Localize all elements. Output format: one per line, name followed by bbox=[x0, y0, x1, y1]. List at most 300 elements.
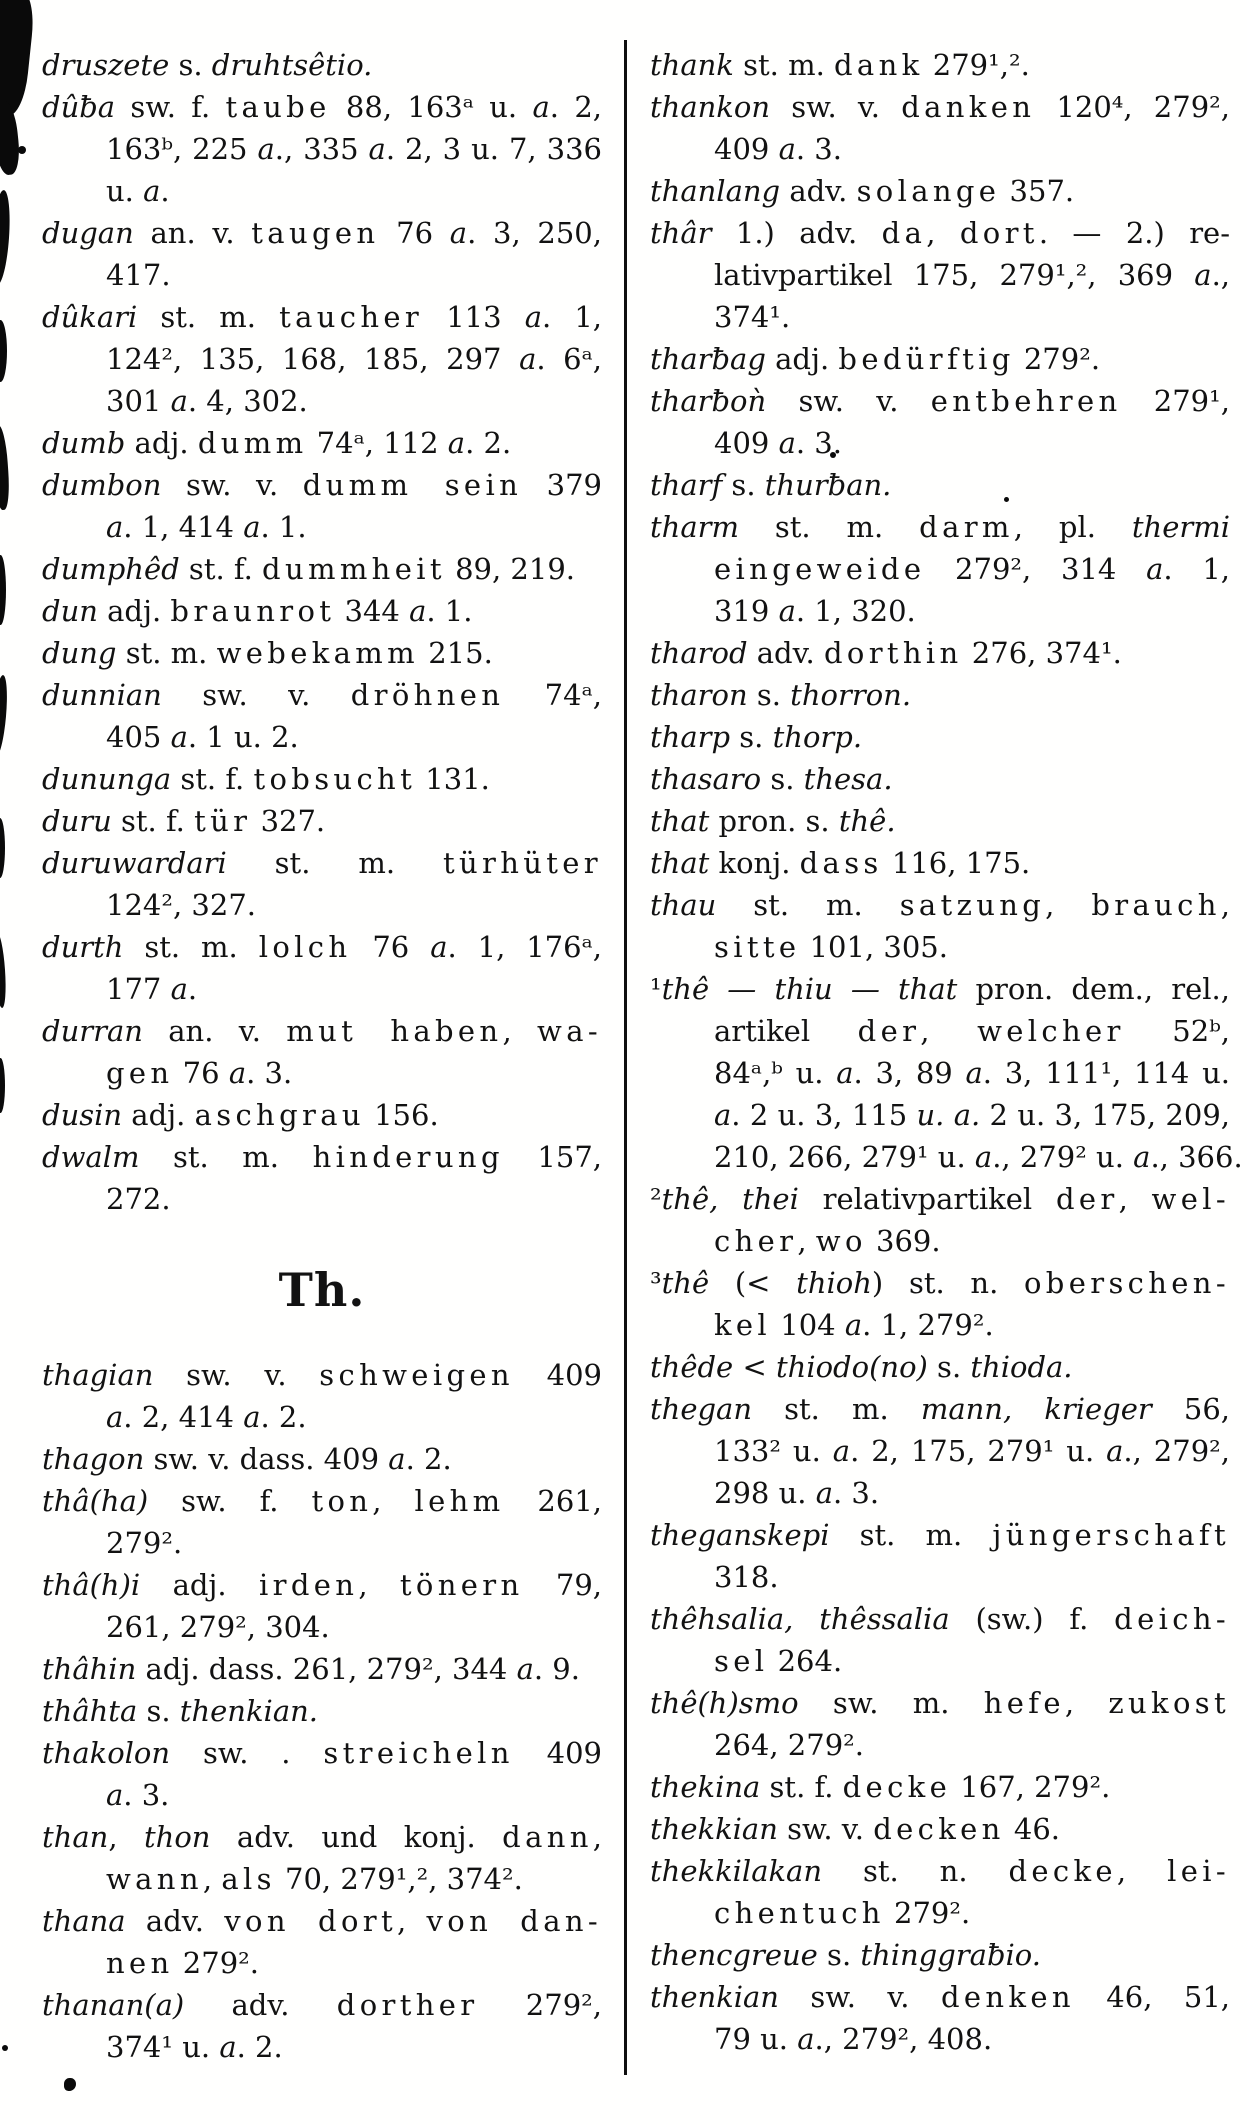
spaced-gloss-text: entbehren bbox=[930, 384, 1122, 418]
italic-text: thê — thiu — that bbox=[661, 972, 958, 1006]
plain-text: 167, 279². bbox=[951, 1770, 1111, 1804]
plain-text: ³ bbox=[650, 1266, 662, 1300]
plain-text: . 2. bbox=[260, 1400, 307, 1434]
italic-text: thê. bbox=[838, 804, 896, 838]
italic-text: thê bbox=[661, 1266, 710, 1300]
plain-text: , bbox=[108, 1820, 144, 1854]
plain-text: pron. dem., rel., bbox=[957, 972, 1230, 1006]
italic-text: a bbox=[974, 1140, 993, 1174]
italic-text: a bbox=[219, 2030, 237, 2064]
plain-text: . — 2.) re- bbox=[1038, 216, 1231, 250]
entry-line bbox=[42, 800, 602, 842]
italic-text: a bbox=[778, 594, 796, 628]
italic-text: dumphêd bbox=[42, 552, 180, 586]
plain-text: ) st. n. bbox=[871, 1266, 1024, 1300]
spaced-gloss-text: decken bbox=[873, 1812, 1005, 1846]
plain-text: , bbox=[797, 1224, 816, 1258]
printers-dot-artifact bbox=[64, 2078, 76, 2091]
italic-text: thakolon bbox=[42, 1736, 171, 1770]
entry-line bbox=[42, 1858, 602, 1900]
plain-text: . 2, 3 u. 7, 336 bbox=[385, 132, 602, 166]
plain-text: ¹ bbox=[650, 972, 662, 1006]
spaced-gloss-text: chentuch bbox=[714, 1896, 885, 1930]
scan-artifact bbox=[2, 2045, 8, 2051]
italic-text: a bbox=[1133, 1140, 1151, 1174]
italic-text: a bbox=[388, 1442, 406, 1476]
italic-text: dumbon bbox=[42, 468, 162, 502]
entry-line bbox=[650, 590, 1230, 632]
spaced-gloss-text: danken bbox=[901, 90, 1036, 124]
italic-text: a bbox=[797, 2022, 815, 2056]
entry-line bbox=[650, 1052, 1230, 1094]
italic-text: thorp. bbox=[772, 720, 863, 754]
plain-text: . 2 u. 3, 115 bbox=[731, 1098, 917, 1132]
plain-text: ., 366. bbox=[1150, 1140, 1243, 1174]
plain-text: s. bbox=[169, 48, 212, 82]
entry-line bbox=[42, 1690, 602, 1732]
spaced-gloss-text: ton bbox=[311, 1484, 373, 1518]
italic-text: dumb bbox=[42, 426, 126, 460]
italic-text: thêde bbox=[650, 1350, 734, 1384]
entry-line bbox=[42, 548, 602, 590]
spaced-gloss-text: decke bbox=[1008, 1854, 1117, 1888]
plain-text: . 3. bbox=[795, 132, 842, 166]
italic-text: theganskepi bbox=[650, 1518, 830, 1552]
entry-line bbox=[650, 1388, 1230, 1430]
plain-text: 279². bbox=[173, 1946, 259, 1980]
italic-text: thau bbox=[650, 888, 717, 922]
plain-text: 76 bbox=[351, 930, 431, 964]
spaced-gloss-text: wa- bbox=[537, 1014, 602, 1048]
plain-text: 210, 266, 279¹ u. bbox=[714, 1140, 975, 1174]
spaced-gloss-text: dummheit bbox=[262, 552, 446, 586]
plain-text: adv. bbox=[125, 1904, 225, 1938]
plain-text: sw. v. bbox=[770, 90, 902, 124]
plain-text: st. m. bbox=[139, 1140, 313, 1174]
plain-text: 56, bbox=[1151, 1392, 1230, 1426]
plain-text: . 2. bbox=[405, 1442, 452, 1476]
plain-text: an. v. bbox=[133, 216, 252, 250]
entry-line bbox=[650, 464, 1230, 506]
plain-text: 104 bbox=[771, 1308, 845, 1342]
plain-text: st. m. bbox=[733, 48, 835, 82]
italic-text: tharm bbox=[650, 510, 739, 544]
italic-text: tharon bbox=[650, 678, 748, 712]
scan-artifact bbox=[0, 675, 10, 758]
plain-text: . 3. bbox=[123, 1778, 170, 1812]
italic-text: a bbox=[257, 132, 275, 166]
plain-text: adv. und konj. bbox=[210, 1820, 503, 1854]
plain-text: 344 bbox=[335, 594, 410, 628]
plain-text: . 3. bbox=[795, 426, 842, 460]
plain-text: s. bbox=[817, 1938, 861, 1972]
entry-line bbox=[42, 926, 602, 968]
entry-line bbox=[42, 170, 602, 212]
plain-text: adj. bbox=[765, 342, 839, 376]
entry-line bbox=[42, 1094, 602, 1136]
entry-line bbox=[650, 716, 1230, 758]
plain-text: 276, 374¹. bbox=[962, 636, 1122, 670]
entry-line bbox=[650, 1514, 1230, 1556]
scan-artifact bbox=[0, 320, 7, 382]
plain-text: st. m. bbox=[116, 636, 217, 670]
plain-text: adj. dass. 261, 279², 344 bbox=[136, 1652, 517, 1686]
plain-text: s. bbox=[747, 678, 791, 712]
plain-text: st. f. bbox=[760, 1770, 843, 1804]
spaced-gloss-text: eingeweide bbox=[714, 552, 926, 586]
entry-line bbox=[42, 1984, 602, 2026]
italic-text: a bbox=[170, 384, 188, 418]
italic-text: a bbox=[965, 1056, 983, 1090]
spaced-gloss-text: darm bbox=[919, 510, 1014, 544]
plain-text: . 3, 89 bbox=[853, 1056, 966, 1090]
plain-text: . 1. bbox=[260, 510, 307, 544]
italic-text: dunnian bbox=[42, 678, 162, 712]
plain-text: relativpartikel bbox=[798, 1182, 1056, 1216]
entry-line bbox=[650, 1178, 1230, 1220]
spaced-gloss-text: tönern bbox=[399, 1568, 524, 1602]
italic-text: thanlang bbox=[650, 174, 781, 208]
plain-text: 409 bbox=[714, 132, 779, 166]
plain-text: konj. bbox=[709, 846, 800, 880]
italic-text: a bbox=[778, 426, 796, 460]
plain-text: , bbox=[502, 1014, 538, 1048]
entry-line bbox=[650, 1724, 1230, 1766]
entry-line bbox=[42, 842, 602, 884]
italic-text: a bbox=[524, 300, 542, 334]
plain-text: 301 bbox=[106, 384, 171, 418]
entry-line bbox=[42, 1774, 602, 1816]
plain-text: 84ᵃ,ᵇ u. bbox=[714, 1056, 837, 1090]
entry-line bbox=[42, 212, 602, 254]
entry-line bbox=[650, 1304, 1230, 1346]
entry-line bbox=[42, 296, 602, 338]
italic-text: a bbox=[844, 1308, 863, 1342]
italic-text: mann, krieger bbox=[920, 1392, 1152, 1426]
entry-line bbox=[650, 548, 1230, 590]
italic-text: than bbox=[42, 1820, 109, 1854]
entry-line bbox=[42, 1564, 602, 1606]
entry-line bbox=[650, 1976, 1230, 2018]
spaced-gloss-text: sitte bbox=[714, 930, 801, 964]
plain-text: , bbox=[396, 1904, 427, 1938]
entry-line bbox=[42, 1354, 602, 1396]
plain-text: . 2, 175, 279¹ u. bbox=[850, 1434, 1107, 1468]
spaced-gloss-text: tobsucht bbox=[253, 762, 417, 796]
spaced-gloss-text: braunrot bbox=[170, 594, 336, 628]
entry-line bbox=[650, 1640, 1230, 1682]
entry-line bbox=[650, 422, 1230, 464]
plain-text: . 2. bbox=[465, 426, 512, 460]
plain-text: 120⁴, 279², bbox=[1035, 90, 1230, 124]
plain-text: 319 bbox=[714, 594, 779, 628]
plain-text: . 1. bbox=[426, 594, 473, 628]
plain-text: . 1, bbox=[1163, 552, 1230, 586]
entry-line bbox=[42, 632, 602, 674]
plain-text: 379 bbox=[522, 468, 602, 502]
entry-line bbox=[650, 1598, 1230, 1640]
plain-text: u. bbox=[106, 174, 144, 208]
plain-text: 279². bbox=[1014, 342, 1101, 376]
italic-text: druszete bbox=[42, 48, 170, 82]
plain-text: 374¹. bbox=[714, 300, 791, 334]
entry-line bbox=[42, 1606, 602, 1648]
plain-text: 279², bbox=[478, 1988, 602, 2022]
spaced-gloss-text: von dan- bbox=[426, 1904, 603, 1938]
entry-line bbox=[650, 128, 1230, 170]
entry-line bbox=[650, 1472, 1230, 1514]
entry-line bbox=[650, 86, 1230, 128]
plain-text: , bbox=[1064, 1686, 1109, 1720]
italic-text: druhtsêtio. bbox=[211, 48, 373, 82]
plain-text: st. m. bbox=[137, 300, 280, 334]
spaced-gloss-text: dorthin bbox=[823, 636, 963, 670]
spaced-gloss-text: irden bbox=[259, 1568, 359, 1602]
spaced-gloss-text: wel- bbox=[1151, 1182, 1231, 1216]
entry-line bbox=[42, 674, 602, 716]
italic-text: a bbox=[1194, 258, 1212, 292]
plain-text: 116, 175. bbox=[882, 846, 1031, 880]
spaced-gloss-text: dann bbox=[502, 1820, 593, 1854]
entry-line bbox=[42, 2026, 602, 2068]
scan-artifact bbox=[0, 932, 8, 1009]
plain-text: st. f. bbox=[111, 804, 195, 838]
spaced-gloss-text: brauch bbox=[1091, 888, 1221, 922]
entry-line bbox=[42, 1010, 602, 1052]
right-column bbox=[650, 44, 1243, 2060]
plain-text: 2 u. 3, 175, 209, bbox=[980, 1098, 1230, 1132]
plain-text: st. m. bbox=[738, 510, 920, 544]
plain-text: 76 bbox=[379, 216, 450, 250]
entry-line bbox=[650, 1556, 1230, 1598]
italic-text: durth bbox=[42, 930, 124, 964]
entry-line bbox=[650, 632, 1230, 674]
plain-text: , bbox=[358, 1568, 400, 1602]
plain-text: . 2, bbox=[549, 90, 602, 124]
spaced-gloss-text: taugen bbox=[251, 216, 380, 250]
plain-text: . 1, 320. bbox=[795, 594, 916, 628]
plain-text: ., 279², 408. bbox=[814, 2022, 993, 2056]
plain-text: . bbox=[187, 972, 198, 1006]
italic-text: thekkian bbox=[650, 1812, 778, 1846]
spaced-gloss-text: der bbox=[1055, 1182, 1119, 1216]
scan-artifact bbox=[0, 425, 11, 511]
italic-text: thekkilakan bbox=[650, 1854, 823, 1888]
plain-text: 1.) adv. bbox=[711, 216, 882, 250]
plain-text: 357. bbox=[1000, 174, 1075, 208]
italic-text: a bbox=[447, 426, 466, 460]
spaced-gloss-text: cher bbox=[714, 1224, 798, 1258]
plain-text: sw. v. dass. 409 bbox=[144, 1442, 389, 1476]
plain-text: 409 bbox=[714, 426, 779, 460]
entry-line bbox=[650, 800, 1230, 842]
spaced-gloss-text: hinderung bbox=[312, 1140, 504, 1174]
spaced-gloss-text: lolch bbox=[258, 930, 352, 964]
plain-text: adj. bbox=[140, 1568, 260, 1602]
entry-line bbox=[42, 86, 602, 128]
italic-text: a bbox=[516, 1652, 534, 1686]
plain-text: adj. bbox=[125, 426, 198, 460]
italic-text: dugan bbox=[42, 216, 134, 250]
plain-text: , bbox=[372, 1484, 415, 1518]
plain-text: , bbox=[202, 1862, 222, 1896]
entry-line bbox=[650, 1430, 1230, 1472]
plain-text: adv. bbox=[747, 636, 824, 670]
plain-text: ., 279² u. bbox=[992, 1140, 1134, 1174]
plain-text: s. bbox=[137, 1694, 180, 1728]
italic-text: thencgreue bbox=[650, 1938, 818, 1972]
plain-text: . 2, 414 bbox=[123, 1400, 244, 1434]
spaced-gloss-text: solange bbox=[856, 174, 1001, 208]
entry-line bbox=[650, 380, 1230, 422]
italic-text: durran bbox=[42, 1014, 143, 1048]
italic-text: thekina bbox=[650, 1770, 761, 1804]
spaced-gloss-text: aschgrau bbox=[194, 1098, 365, 1132]
plain-text: 327. bbox=[251, 804, 326, 838]
plain-text: 318. bbox=[714, 1560, 779, 1594]
plain-text: . 3. bbox=[246, 1056, 293, 1090]
entry-line bbox=[42, 1438, 602, 1480]
plain-text: . 4, 302. bbox=[187, 384, 308, 418]
italic-text: a bbox=[778, 132, 796, 166]
italic-text: tharf bbox=[650, 468, 723, 502]
italic-text: a bbox=[106, 510, 124, 544]
spaced-gloss-text: satzung bbox=[899, 888, 1046, 922]
italic-text: thagon bbox=[42, 1442, 145, 1476]
italic-text: thesa. bbox=[803, 762, 893, 796]
plain-text: st. m. bbox=[716, 888, 900, 922]
italic-text: a bbox=[430, 930, 448, 964]
italic-text: thankon bbox=[650, 90, 771, 124]
italic-text: a bbox=[409, 594, 427, 628]
plain-text: 279², 314 bbox=[925, 552, 1147, 586]
spaced-gloss-text: dank bbox=[834, 48, 924, 82]
left-column bbox=[42, 44, 602, 2068]
spaced-gloss-text: dorther bbox=[336, 1988, 479, 2022]
plain-text: 279¹, bbox=[1121, 384, 1230, 418]
entry-line bbox=[650, 1346, 1230, 1388]
italic-text: thâ(h)i bbox=[42, 1568, 141, 1602]
scan-artifact bbox=[0, 555, 6, 625]
plain-text: , bbox=[592, 1820, 602, 1854]
italic-text: thank bbox=[650, 48, 734, 82]
plain-text: 76 bbox=[173, 1056, 229, 1090]
scan-artifact bbox=[18, 146, 26, 154]
plain-text: 70, 279¹,², 374². bbox=[275, 1862, 523, 1896]
plain-text: . 1, 279². bbox=[862, 1308, 994, 1342]
plain-text: st. f. bbox=[171, 762, 254, 796]
entry-line bbox=[650, 1892, 1230, 1934]
plain-text: adj. bbox=[97, 594, 171, 628]
spaced-gloss-text: von dort bbox=[224, 1904, 397, 1938]
plain-text: 261, 279², 304. bbox=[106, 1610, 330, 1644]
plain-text: 261, bbox=[504, 1484, 602, 1518]
spaced-gloss-text: als bbox=[221, 1862, 276, 1896]
plain-text: st. n. bbox=[822, 1854, 1009, 1888]
plain-text: , bbox=[1220, 888, 1230, 922]
plain-text: 131. bbox=[416, 762, 490, 796]
spaced-gloss-text: türhüter bbox=[442, 846, 602, 880]
italic-text: thê(h)smo bbox=[650, 1686, 799, 1720]
section-heading: Th. bbox=[278, 1263, 366, 1317]
plain-text: sw. v. bbox=[777, 1812, 874, 1846]
plain-text: , bbox=[1118, 1182, 1152, 1216]
spaced-gloss-text: taube bbox=[225, 90, 331, 124]
plain-text: lativpartikel 175, 279¹,², 369 bbox=[714, 258, 1195, 292]
spaced-gloss-text: oberschen- bbox=[1024, 1266, 1230, 1300]
italic-text: a bbox=[143, 174, 161, 208]
plain-text: 369. bbox=[866, 1224, 941, 1258]
plain-text: adv. bbox=[184, 1988, 337, 2022]
plain-text: an. v. bbox=[142, 1014, 287, 1048]
entry-line bbox=[42, 128, 602, 170]
spaced-gloss-text: hefe bbox=[983, 1686, 1065, 1720]
plain-text: 279². bbox=[884, 1896, 971, 1930]
spaced-gloss-text: dumm sein bbox=[302, 468, 523, 502]
plain-text: . bbox=[160, 174, 170, 208]
italic-text: thorron. bbox=[790, 678, 912, 712]
italic-text: dusin bbox=[42, 1098, 123, 1132]
italic-text: thiodo(no) bbox=[775, 1350, 928, 1384]
plain-text: . 1 u. 2. bbox=[187, 720, 299, 754]
entry-line bbox=[650, 338, 1230, 380]
scan-artifact bbox=[0, 99, 22, 176]
plain-text: st. f. bbox=[179, 552, 263, 586]
plain-text: 113 bbox=[423, 300, 525, 334]
plain-text: . 6ᵃ, bbox=[536, 342, 602, 376]
italic-text: a bbox=[532, 90, 550, 124]
plain-text: sw. m. bbox=[798, 1686, 984, 1720]
italic-text: a bbox=[1106, 1434, 1124, 1468]
italic-text: thioh bbox=[796, 1266, 872, 1300]
entry-line bbox=[42, 422, 602, 464]
scan-artifact bbox=[0, 190, 12, 286]
entry-line bbox=[650, 842, 1230, 884]
plain-text: , bbox=[1045, 888, 1092, 922]
plain-text: 156. bbox=[364, 1098, 439, 1132]
plain-text: 177 bbox=[106, 972, 171, 1006]
italic-text: thurƀan. bbox=[764, 468, 892, 502]
entry-line bbox=[650, 1850, 1230, 1892]
entry-line bbox=[650, 254, 1230, 296]
spaced-gloss-text: wann bbox=[106, 1862, 203, 1896]
italic-text: a bbox=[519, 342, 537, 376]
italic-text: a bbox=[243, 510, 261, 544]
entry-line bbox=[42, 1522, 602, 1564]
italic-text: dun bbox=[42, 594, 98, 628]
italic-text: thenkian. bbox=[179, 1694, 318, 1728]
plain-text: . 1, 176ᵃ, bbox=[447, 930, 602, 964]
entry-line bbox=[42, 1480, 602, 1522]
plain-text: s. bbox=[730, 720, 773, 754]
entry-line bbox=[650, 1262, 1230, 1304]
italic-text: tharod bbox=[650, 636, 748, 670]
italic-text: a bbox=[368, 132, 386, 166]
plain-text: artikel bbox=[714, 1014, 858, 1048]
plain-text: 264. bbox=[768, 1644, 843, 1678]
spaced-gloss-text: bedürftig bbox=[838, 342, 1015, 376]
plain-text: 74ᵃ, bbox=[504, 678, 602, 712]
spaced-gloss-text: dumm bbox=[197, 426, 308, 460]
spaced-gloss-text: lei- bbox=[1167, 1854, 1230, 1888]
plain-text: 124², 327. bbox=[106, 888, 256, 922]
spaced-gloss-text: sel bbox=[714, 1644, 769, 1678]
plain-text: ., 279², bbox=[1123, 1434, 1230, 1468]
plain-text: st. m. bbox=[752, 1392, 921, 1426]
plain-text: st. m. bbox=[226, 846, 443, 880]
plain-text: , bbox=[926, 216, 960, 250]
italic-text: that bbox=[650, 846, 710, 880]
